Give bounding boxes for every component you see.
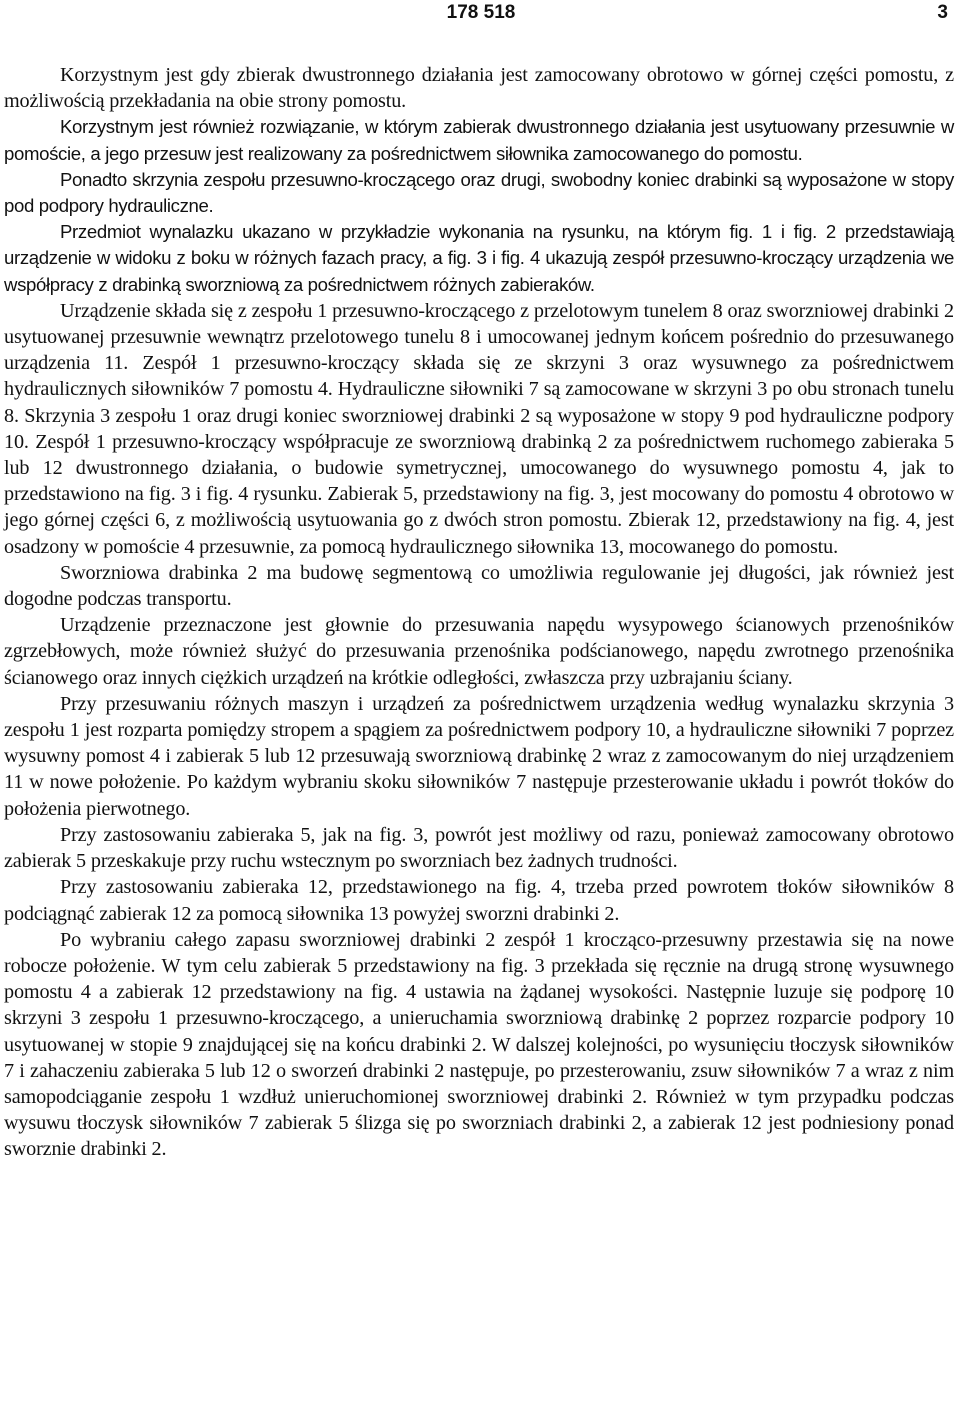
paragraph: Przy zastosowaniu zabieraka 5, jak na fig. 3, powrót jest możliwy od razu, ponieważ zamocowany obrotowo zabierak 5 przeskakuje przy ruchu wstecznym po sworzniach bez żadnych trudności. — [4, 823, 954, 873]
paragraph: Ponadto skrzynia zespołu przesuwno-kroczącego oraz drugi, swobodny koniec drabinki są wyposażone w stopy pod podpory hydrauliczne. — [4, 168, 954, 217]
paragraph: Przy zastosowaniu zabieraka 12, przedstawionego na fig. 4, trzeba przed powrotem tłoków siłowników 8 podciągnąć zabierak 12 za pomocą siłownika 13 powyżej sworzni drabinki 2. — [4, 876, 954, 925]
paragraph: Korzystnym jest również rozwiązanie, w którym zabierak dwustronnego działania jest usytuowany przesuwnie w pomoście, a jego przesuw jest realizowany za pośrednictwem siłownika zamocowanego do pomostu. — [4, 116, 954, 164]
paragraph: Przy przesuwaniu różnych maszyn i urządzeń za pośrednictwem urządzenia według wynalazku skrzynia 3 zespołu 1 jest rozparta pomiędzy stropem a spągiem za pośrednictwem podpory 10, a hydrauliczne siłowniki 7 poprzez wysuwny pomost 4 i zabierak 5 lub 12 przesuwają sworzniową drabinkę 2 wraz z zamocowanym do niej urządzeniem 11 w nowe położenie. Po każdym wybraniu skoku siłowników 7 następuje przesterowanie układu i powrót tłoków do położenia pierwotnego. — [4, 692, 954, 820]
page-number: 3 — [937, 2, 948, 23]
paragraph: Urządzenie przeznaczone jest głownie do przesuwania napędu wysypowego ścianowych przenośników zgrzebłowych, może również służyć do przesuwania przenośnika podścianowego, napędu zwrotnego przenośnika ścianowego oraz innych ciężkich urządzeń na krótkie odległości, zwłaszcza przy uzbrajaniu ściany. — [4, 614, 954, 689]
paragraph: Korzystnym jest gdy zbierak dwustronnego działania jest zamocowany obrotowo w górnej części pomostu, z możliwością przekładania na obie strony pomostu. — [4, 64, 954, 113]
body-text — [4, 62, 954, 1163]
page-header — [4, 0, 958, 30]
paragraph: Sworzniowa drabinka 2 ma budowę segmentową co umożliwia regulowanie jej długości, jak również jest dogodne podczas transportu. — [4, 561, 954, 611]
paragraph: Urządzenie składa się z zespołu 1 przesuwno-kroczącego z przelotowym tunelem 8 oraz sworzniowej drabinki 2 usytuowanej przesuwnie wewnątrz przelotowego tunelu 8 i umocowanej jednym końcem pośrednio do przesuwanego urządzenia 11. Zespół 1 przesuwno-kroczący składa się ze skrzyni 3 oraz wysuwnego za pośrednictwem hydraulicznych siłowników 7 pomostu 4. Hydrauliczne siłowniki 7 są zamocowane w skrzyni 3 po obu stronach tunelu 8. Skrzynia 3 zespołu 1 oraz drugi koniec sworzniowej drabinki 2 są wyposażone w stopy 9 pod hydrauliczne podpory 10. Zespół 1 przesuwno-kroczący współpracuje ze sworzniową drabinką 2 za pośrednictwem ruchomego zabieraka 5 lub 12 dwustronnego działania, o budowie symetrycznej, umocowanego do wysuwnego pomostu 4, jak to przedstawiono na fig. 3 i fig. 4 rysunku. Zabierak 5, przedstawiony na fig. 3, jest mocowany do pomostu 4 obrotowo w jego górnej części 6, z możliwością usytuowania go z dwóch stron pomostu. Zbierak 12, przedstawiony na fig. 4, jest osadzony w pomoście 4 przesuwnie, za pomocą hydraulicznego siłownika 13, mocowanego do pomostu. — [4, 299, 954, 558]
paragraph: Po wybraniu całego zapasu sworzniowej drabinki 2 zespół 1 krocząco-przesuwny przestawia się na nowe robocze położenie. W tym celu zabierak 5 przedstawiony na fig. 3 przekłada się ręcznie na drugą stronę wysuwnego pomostu 4 a zabierak 12 przedstawiony na fig. 4 ustawia na żądanej wysokości. Następnie luzuje się podporę 10 skrzyni 3 zespołu 1 przesuwno-kroczącego, a unieruchamia sworzniową drabinkę 2 poprzez rozparcie podpory 10 usytuowanej w stopie 9 znajdującej się na końcu drabinki 2. W dalszej kolejności, po wysunięciu tłoczysk siłowników 7 i zahaczeniu zabieraka 5 lub 12 o sworzeń drabinki 2 następuje, po przesterowaniu, zsuw siłowników 7 a wraz z nim samopodciąganie zespołu 1 wzdłuż unieruchomionej sworzniowej drabinki 2. Również w tym przypadku podczas wysuwu tłoczysk siłowników 7 zabierak 5 ślizga się po sworzniach drabinki 2, a zabierak 12 jest podniesiony ponad sworznie drabinki 2. — [4, 928, 954, 1161]
paragraph: Przedmiot wynalazku ukazano w przykładzie wykonania na rysunku, na którym fig. 1 i fig. 2 przedstawiają urządzenie w widoku z boku w różnych fazach pracy, a fig. 3 i fig. 4 ukazują zespół przesuwno-kroczący urządzenia we współpracy z drabinką sworzniową za pośrednictwem różnych zabieraków. — [4, 221, 954, 295]
document-number: 178 518 — [446, 2, 516, 23]
